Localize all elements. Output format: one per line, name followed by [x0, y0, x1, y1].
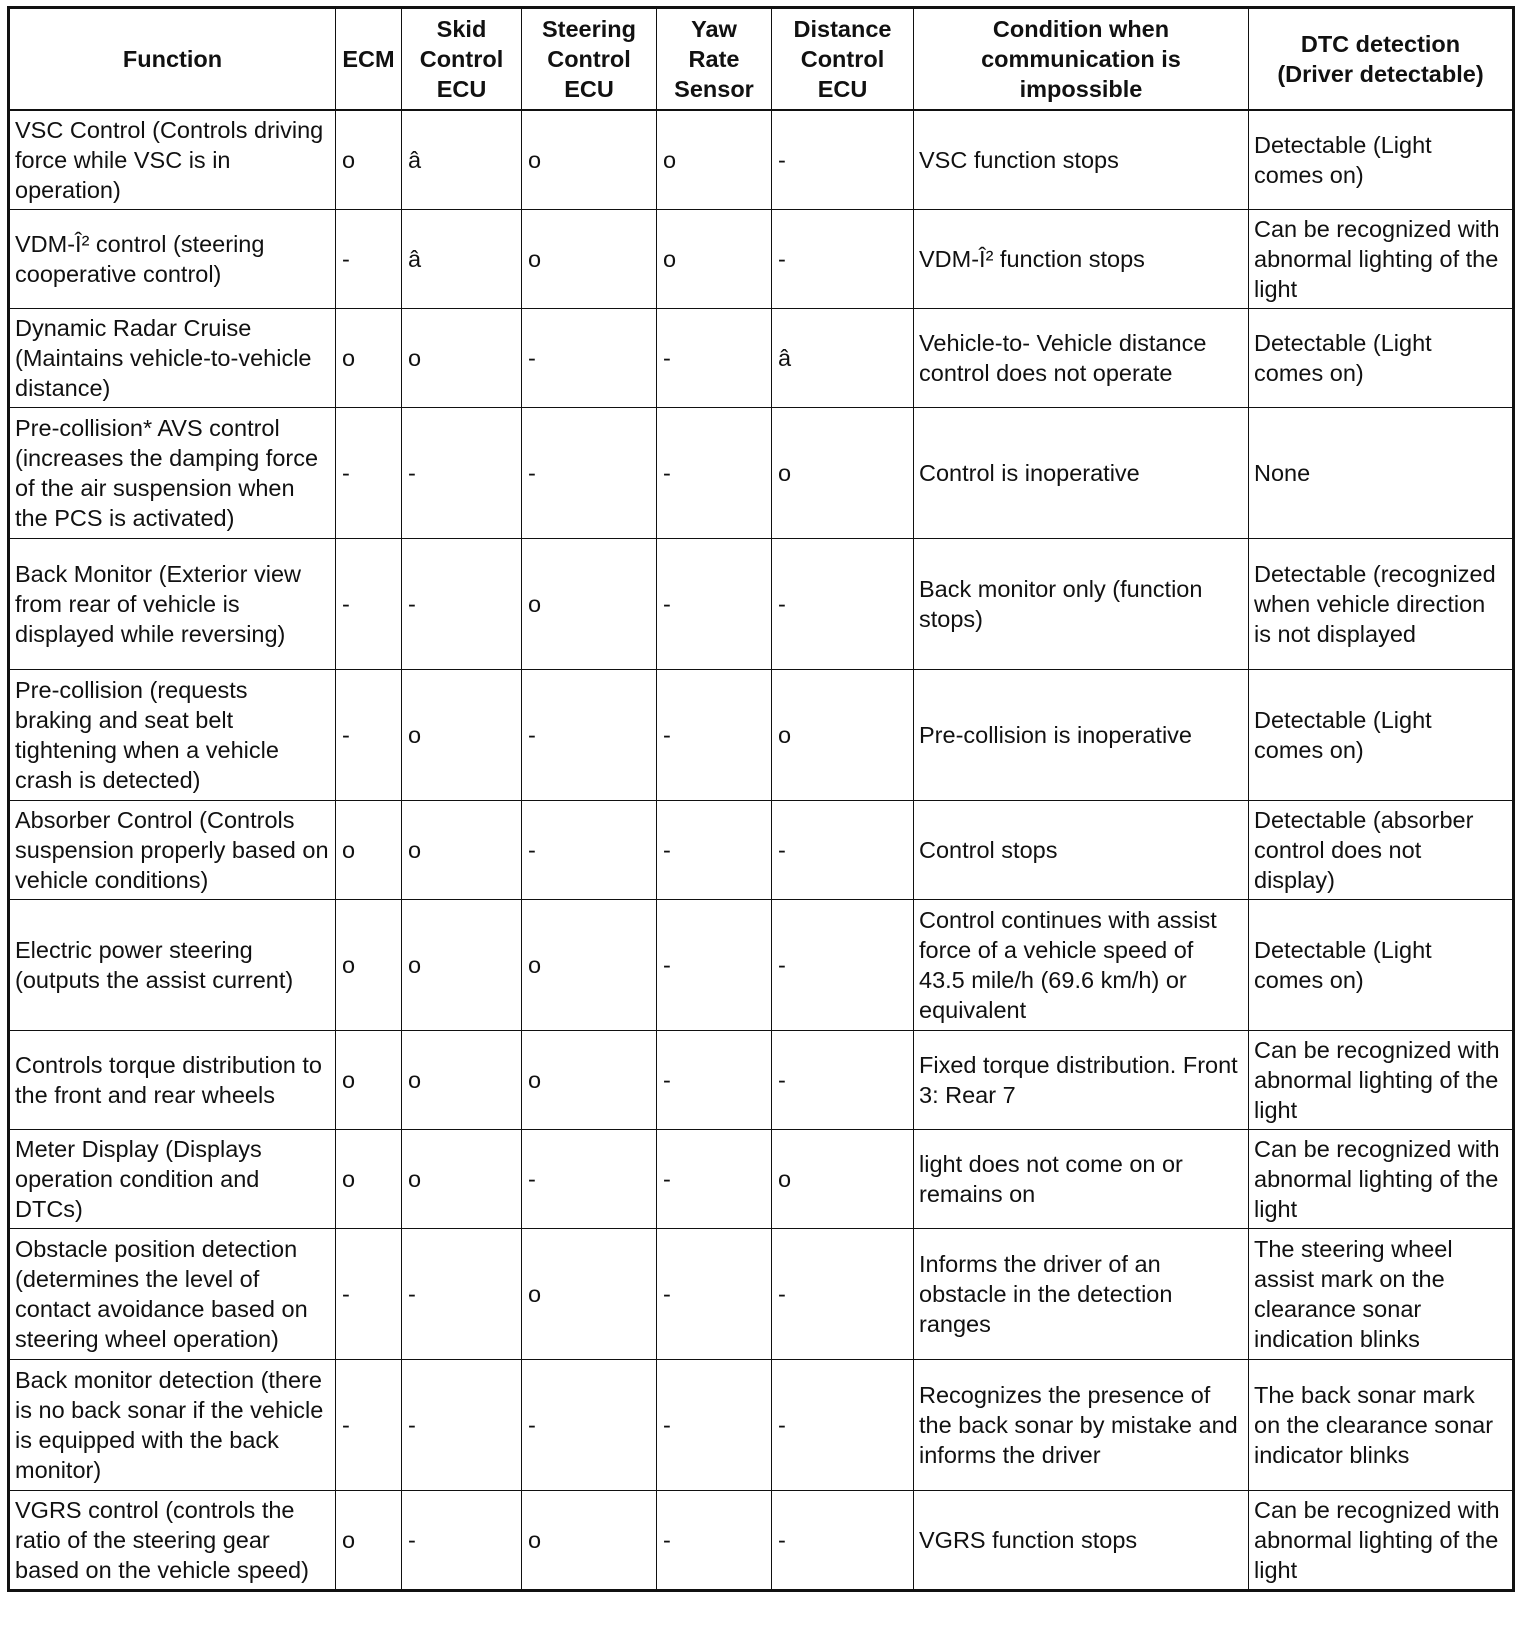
skid-cell: -	[402, 1360, 522, 1491]
dtc-cell: None	[1249, 408, 1514, 539]
table-row	[9, 210, 1514, 309]
steering-cell: o	[522, 1229, 657, 1360]
ecm-cell: o	[336, 1491, 402, 1591]
dtc-cell: Can be recognized with abnormal lighting of the light	[1249, 210, 1514, 309]
yaw-cell: -	[657, 1229, 772, 1360]
condition-cell: Control stops	[914, 801, 1249, 900]
condition-cell: Control is inoperative	[914, 408, 1249, 539]
table-row	[9, 670, 1514, 801]
dtc-cell: Detectable (Light comes on)	[1249, 110, 1514, 210]
steering-cell: -	[522, 408, 657, 539]
condition-cell: light does not come on or remains on	[914, 1130, 1249, 1229]
header-distance-line-2: Control	[800, 46, 885, 72]
condition-cell: Recognizes the presence of the back sonar by mistake and informs the driver	[914, 1360, 1249, 1491]
dtc-cell: The steering wheel assist mark on the clearance sonar indication blinks	[1249, 1229, 1514, 1360]
ecm-cell: o	[336, 1130, 402, 1229]
distance-cell: -	[772, 539, 914, 670]
table-row	[9, 1360, 1514, 1491]
header-skid-line-3: ECU	[436, 76, 487, 102]
header-steering-line-1: Steering	[541, 16, 637, 42]
header-ecm	[336, 8, 402, 111]
steering-cell: -	[522, 801, 657, 900]
steering-cell: -	[522, 670, 657, 801]
steering-cell: o	[522, 900, 657, 1031]
yaw-cell: -	[657, 1031, 772, 1130]
skid-cell: â	[402, 110, 522, 210]
skid-cell: o	[402, 801, 522, 900]
steering-cell: o	[522, 539, 657, 670]
header-skid-control-ecu	[402, 8, 522, 111]
skid-cell: -	[402, 408, 522, 539]
header-yaw-line-2: Rate	[688, 46, 740, 72]
yaw-cell: -	[657, 1360, 772, 1491]
condition-cell: Back monitor only (function stops)	[914, 539, 1249, 670]
dtc-cell: Detectable (recognized when vehicle direction is not displayed	[1249, 539, 1514, 670]
yaw-cell: -	[657, 309, 772, 408]
function-cell: Pre-collision* AVS control (increases the damping force of the air suspension when the PCS is activated)	[9, 408, 336, 539]
condition-cell: Fixed torque distribution. Front 3: Rear 7	[914, 1031, 1249, 1130]
steering-cell: -	[522, 1130, 657, 1229]
table-row	[9, 408, 1514, 539]
skid-cell: o	[402, 309, 522, 408]
function-cell: Absorber Control (Controls suspension properly based on vehicle conditions)	[9, 801, 336, 900]
function-cell: VSC Control (Controls driving force while VSC is in operation)	[9, 110, 336, 210]
distance-cell: -	[772, 1491, 914, 1591]
condition-cell: Pre-collision is inoperative	[914, 670, 1249, 801]
ecm-cell: -	[336, 1229, 402, 1360]
steering-cell: o	[522, 1491, 657, 1591]
distance-cell: -	[772, 110, 914, 210]
ecm-cell: -	[336, 408, 402, 539]
yaw-cell: -	[657, 1491, 772, 1591]
header-skid-line-2: Control	[419, 46, 504, 72]
ecm-cell: o	[336, 801, 402, 900]
skid-cell: o	[402, 900, 522, 1031]
header-condition-line-1: Condition when	[992, 16, 1170, 42]
header-dtc-detection	[1249, 8, 1514, 111]
skid-cell: -	[402, 1229, 522, 1360]
table-row	[9, 1491, 1514, 1591]
header-distance-line-3: ECU	[817, 76, 868, 102]
condition-cell: VDM-Î² function stops	[914, 210, 1249, 309]
header-steering-control-ecu	[522, 8, 657, 111]
table-row	[9, 1130, 1514, 1229]
ecm-cell: o	[336, 1031, 402, 1130]
function-cell: Back Monitor (Exterior view from rear of vehicle is displayed while reversing)	[9, 539, 336, 670]
header-yaw-line-1: Yaw	[691, 16, 737, 42]
function-cell: Controls torque distribution to the front and rear wheels	[9, 1031, 336, 1130]
distance-cell: o	[772, 670, 914, 801]
table-row	[9, 1229, 1514, 1360]
dtc-cell: Can be recognized with abnormal lighting of the light	[1249, 1031, 1514, 1130]
yaw-cell: -	[657, 408, 772, 539]
header-dtc-line-2: (Driver detectable)	[1277, 61, 1484, 87]
header-ecm-line-1: ECM	[342, 46, 395, 72]
ecm-cell: -	[336, 210, 402, 309]
steering-cell: o	[522, 1031, 657, 1130]
dtc-cell: Can be recognized with abnormal lighting of the light	[1249, 1130, 1514, 1229]
table-row	[9, 110, 1514, 210]
header-distance-line-1: Distance	[793, 16, 892, 42]
yaw-cell: o	[657, 210, 772, 309]
header-row	[9, 8, 1514, 111]
yaw-cell: -	[657, 900, 772, 1031]
ecu-function-table	[7, 6, 1515, 1592]
steering-cell: o	[522, 210, 657, 309]
header-steering-line-3: ECU	[564, 76, 614, 102]
condition-cell: Vehicle-to- Vehicle distance control does not operate	[914, 309, 1249, 408]
skid-cell: o	[402, 670, 522, 801]
ecm-cell: -	[336, 539, 402, 670]
yaw-cell: -	[657, 801, 772, 900]
function-cell: VGRS control (controls the ratio of the steering gear based on the vehicle speed)	[9, 1491, 336, 1591]
skid-cell: o	[402, 1130, 522, 1229]
header-condition-line-2: communication is	[981, 46, 1181, 72]
distance-cell: -	[772, 801, 914, 900]
header-distance-control-ecu	[772, 8, 914, 111]
distance-cell: o	[772, 408, 914, 539]
condition-cell: Informs the driver of an obstacle in the detection ranges	[914, 1229, 1249, 1360]
condition-cell: VGRS function stops	[914, 1491, 1249, 1591]
table-row	[9, 309, 1514, 408]
header-function-line-1: Function	[122, 46, 223, 72]
function-cell: Dynamic Radar Cruise (Maintains vehicle-to-vehicle distance)	[9, 309, 336, 408]
steering-cell: o	[522, 110, 657, 210]
steering-cell: -	[522, 1360, 657, 1491]
function-cell: Obstacle position detection (determines the level of contact avoidance based on steering wheel operation)	[9, 1229, 336, 1360]
header-yaw-rate-sensor	[657, 8, 772, 111]
dtc-cell: Detectable (Light comes on)	[1249, 309, 1514, 408]
table-row	[9, 801, 1514, 900]
dtc-cell: Detectable (Light comes on)	[1249, 670, 1514, 801]
yaw-cell: -	[657, 1130, 772, 1229]
distance-cell: -	[772, 1031, 914, 1130]
dtc-cell: The back sonar mark on the clearance sonar indicator blinks	[1249, 1360, 1514, 1491]
function-cell: Pre-collision (requests braking and seat belt tightening when a vehicle crash is detected)	[9, 670, 336, 801]
header-function	[9, 8, 336, 111]
function-cell: Back monitor detection (there is no back sonar if the vehicle is equipped with the back monitor)	[9, 1360, 336, 1491]
condition-cell: VSC function stops	[914, 110, 1249, 210]
distance-cell: -	[772, 1360, 914, 1491]
distance-cell: -	[772, 210, 914, 309]
header-condition	[914, 8, 1249, 111]
distance-cell: o	[772, 1130, 914, 1229]
skid-cell: â	[402, 210, 522, 309]
function-cell: Meter Display (Displays operation condition and DTCs)	[9, 1130, 336, 1229]
yaw-cell: -	[657, 670, 772, 801]
table-row	[9, 1031, 1514, 1130]
distance-cell: â	[772, 309, 914, 408]
ecm-cell: o	[336, 110, 402, 210]
ecm-cell: o	[336, 900, 402, 1031]
skid-cell: o	[402, 1031, 522, 1130]
ecm-cell: -	[336, 670, 402, 801]
header-condition-line-3: impossible	[1019, 76, 1143, 102]
dtc-cell: Can be recognized with abnormal lighting of the light	[1249, 1491, 1514, 1591]
steering-cell: -	[522, 309, 657, 408]
function-cell: Electric power steering (outputs the assist current)	[9, 900, 336, 1031]
table-row	[9, 539, 1514, 670]
ecm-cell: o	[336, 309, 402, 408]
skid-cell: -	[402, 1491, 522, 1591]
skid-cell: -	[402, 539, 522, 670]
function-cell: VDM-Î² control (steering cooperative control)	[9, 210, 336, 309]
distance-cell: -	[772, 1229, 914, 1360]
condition-cell: Control continues with assist force of a vehicle speed of 43.5 mile/h (69.6 km/h) or equivalent	[914, 900, 1249, 1031]
header-steering-line-2: Control	[547, 46, 631, 72]
table-row	[9, 900, 1514, 1031]
dtc-cell: Detectable (absorber control does not display)	[1249, 801, 1514, 900]
header-yaw-line-3: Sensor	[674, 76, 754, 102]
dtc-cell: Detectable (Light comes on)	[1249, 900, 1514, 1031]
header-dtc-line-1: DTC detection	[1300, 31, 1461, 57]
ecm-cell: -	[336, 1360, 402, 1491]
yaw-cell: o	[657, 110, 772, 210]
yaw-cell: -	[657, 539, 772, 670]
header-skid-line-1: Skid	[436, 16, 487, 42]
distance-cell: -	[772, 900, 914, 1031]
